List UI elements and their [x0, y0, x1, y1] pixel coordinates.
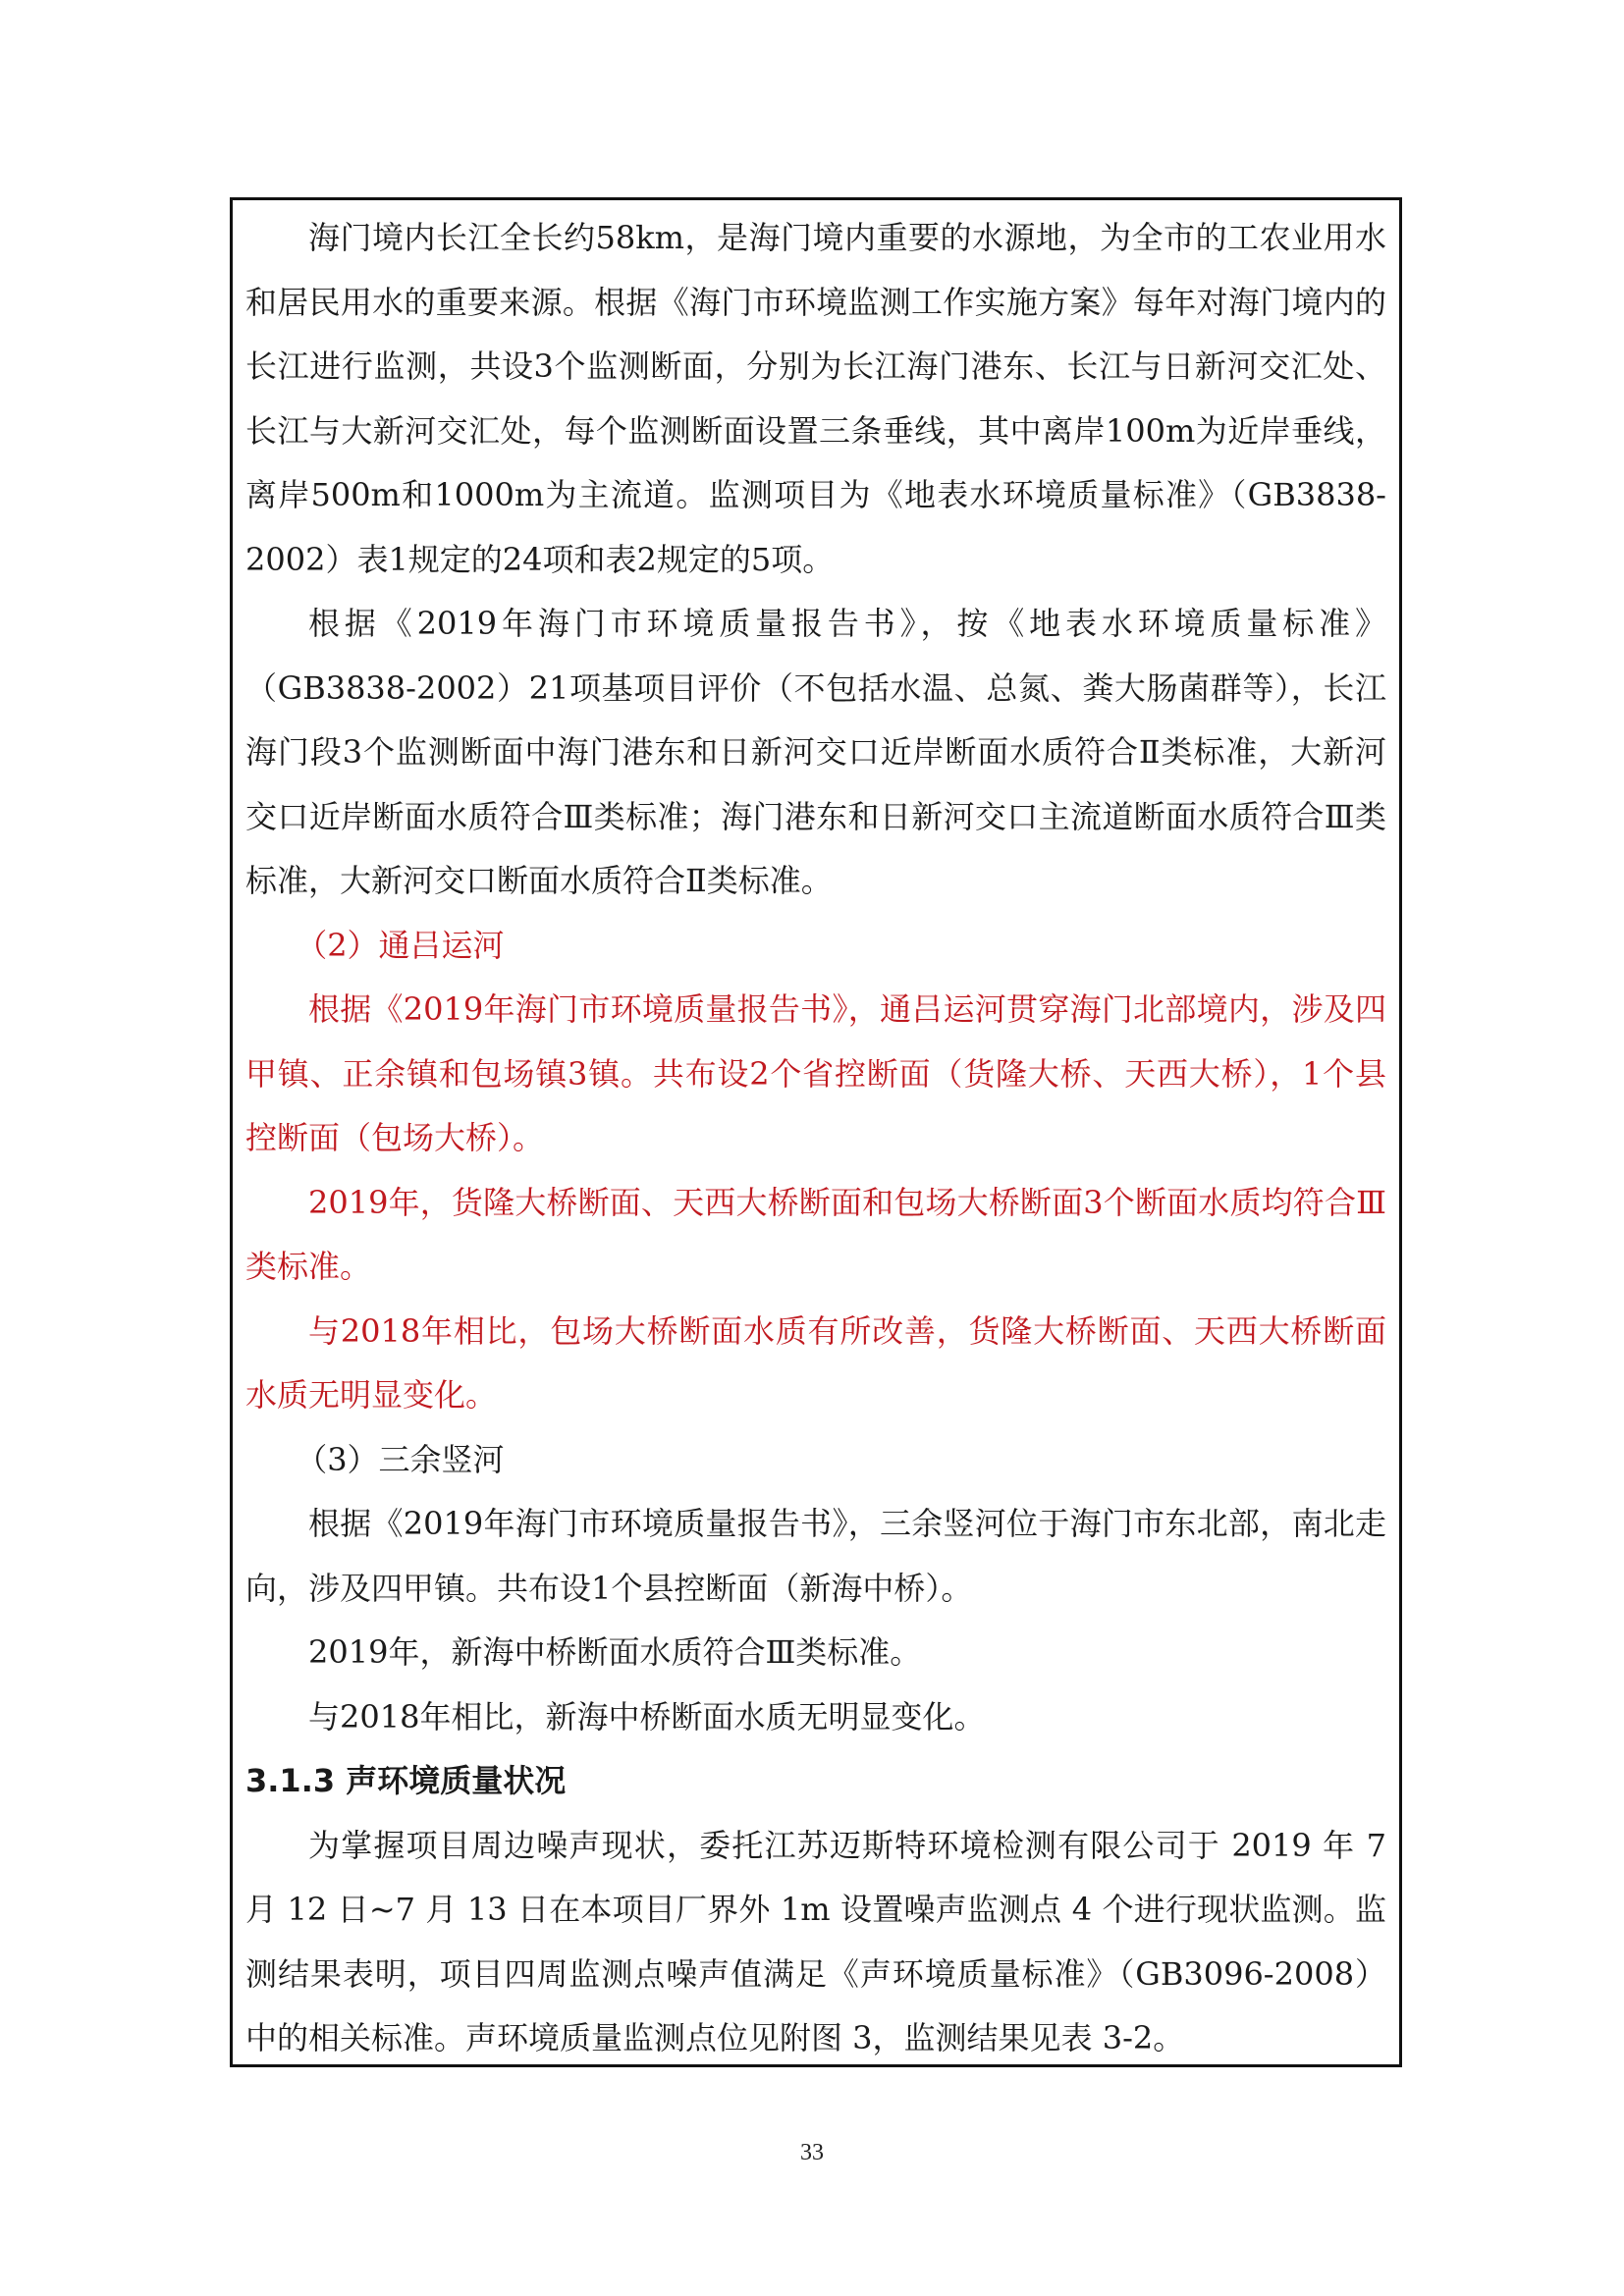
- paragraph-yangtze-assessment: 根据《2019年海门市环境质量报告书》，按《地表水环境质量标准》（GB3838-2002）21项基项目评价（不包括水温、总氮、粪大肠菌群等），长江海门段3个监测断面中海门港东和日新河交口近岸断面水质符合Ⅱ类标准，大新河交口近岸断面水质符合Ⅲ类标准；海门港东和日新河交口主流道断面水质符合Ⅲ类标准，大新河交口断面水质符合Ⅱ类标准。: [245, 605, 1386, 899]
- paragraph-sanyu-comparison: 与2018年相比，新海中桥断面水质无明显变化。: [308, 1697, 986, 1735]
- subsection-sanyu-river: （3）三余竖河: [296, 1440, 505, 1478]
- paragraph-sanyu-overview: 根据《2019年海门市环境质量报告书》，三余竖河位于海门市东北部，南北走向，涉及四甲镇。共布设1个县控断面（新海中桥）。: [245, 1505, 1386, 1607]
- paragraph-tonglv-overview: 根据《2019年海门市环境质量报告书》，通吕运河贯穿海门北部境内，涉及四甲镇、正余镇和包场镇3镇。共布设2个省控断面（货隆大桥、天西大桥），1个县控断面（包场大桥）。: [245, 990, 1386, 1156]
- page-number: 33: [800, 2140, 824, 2165]
- section-heading-noise: 3.1.3 声环境质量状况: [245, 1762, 567, 1799]
- paragraph-sanyu-2019: 2019年，新海中桥断面水质符合Ⅲ类标准。: [308, 1633, 922, 1671]
- subsection-tonglv-canal: （2）通吕运河: [296, 926, 505, 964]
- paragraph-yangtze-overview: 海门境内长江全长约58km，是海门境内重要的水源地，为全市的工农业用水和居民用水的重要来源。根据《海门市环境监测工作实施方案》每年对海门境内的长江进行监测，共设3个监测断面，分别为长江海门港东、长江与日新河交汇处、长江与大新河交汇处，每个监测断面设置三条垂线，其中离岸100m为近岸垂线，离岸500m和1000m为主流道。监测项目为《地表水环境质量标准》（GB3838-2002）表1规定的24项和表2规定的5项。: [245, 219, 1386, 578]
- document-body: [245, 206, 1386, 2071]
- paragraph-tonglv-2019: 2019年，货隆大桥断面、天西大桥断面和包场大桥断面3个断面水质均符合Ⅲ类标准。: [245, 1183, 1386, 1285]
- paragraph-noise-monitoring: 为掌握项目周边噪声现状，委托江苏迈斯特环境检测有限公司于 2019 年 7 月 12 日~7 月 13 日在本项目厂界外 1m 设置噪声监测点 4 个进行现状监测。监测结果表明，项目四周监测点噪声值满足《声环境质量标准》（GB3096-2008）中的相关标准。声环境质量监测点位见附图 3，监测结果见表 3-2。: [245, 1826, 1386, 2056]
- paragraph-tonglv-comparison: 与2018年相比，包场大桥断面水质有所改善，货隆大桥断面、天西大桥断面水质无明显变化。: [245, 1311, 1386, 1414]
